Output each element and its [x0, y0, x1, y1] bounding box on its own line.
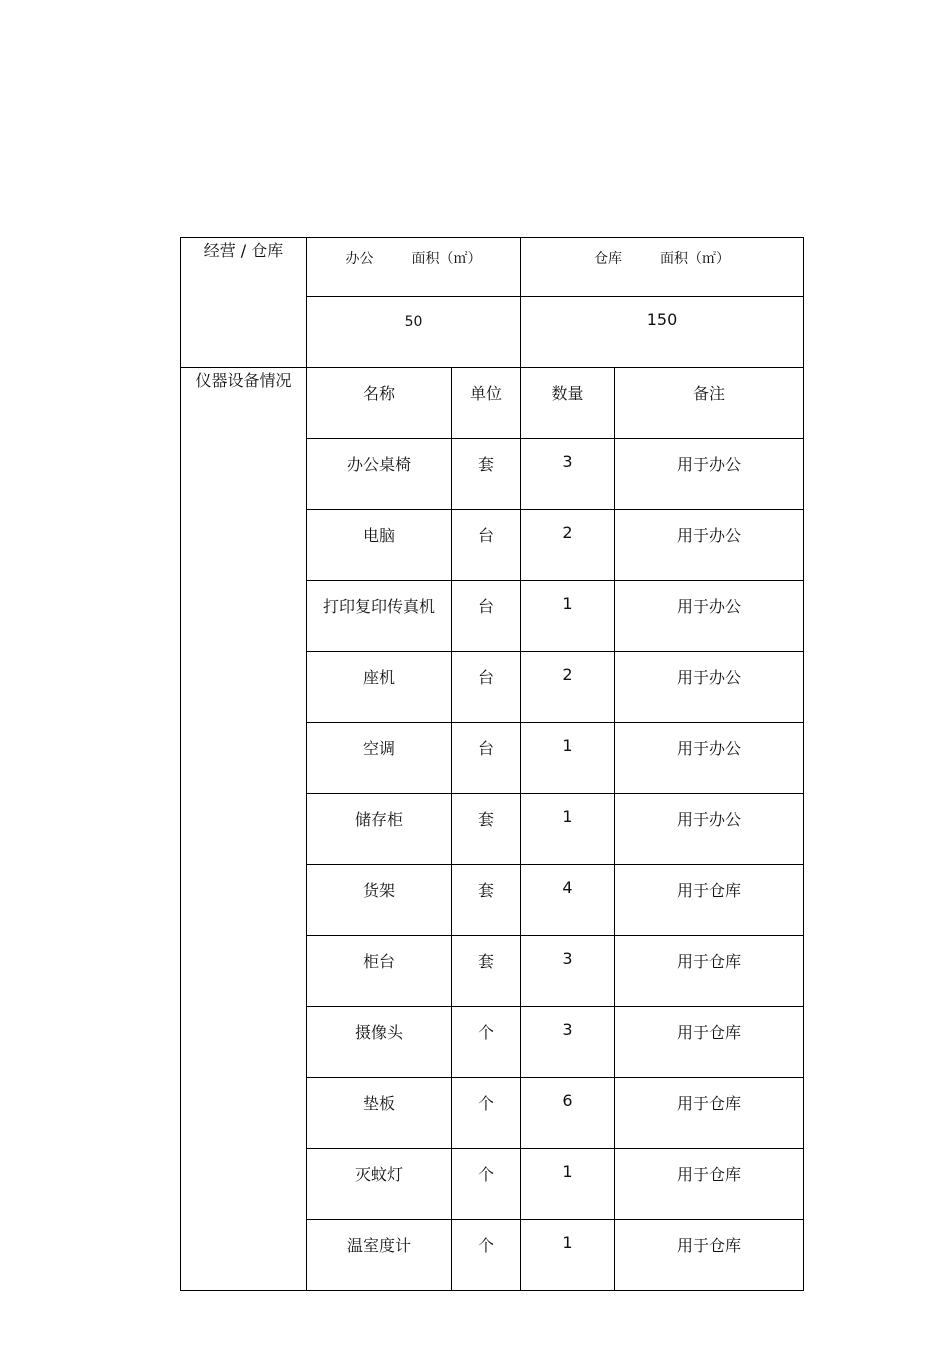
item-unit-cell: [452, 1007, 521, 1078]
item-unit: 台: [477, 597, 494, 616]
item-name: 垫板: [362, 1094, 395, 1113]
item-quantity: 1: [562, 736, 573, 755]
item-name: 灭蚊灯: [354, 1165, 403, 1184]
item-quantity-cell: [521, 510, 615, 581]
item-unit: 个: [477, 1236, 494, 1255]
item-quantity: 1: [562, 1233, 573, 1252]
item-note: 用于仓库: [676, 1165, 741, 1184]
item-quantity: 6: [562, 1091, 573, 1110]
item-name-cell: [307, 439, 452, 510]
office-area-value: 50: [404, 314, 423, 330]
item-name-cell: [307, 510, 452, 581]
item-name: 温室度计: [346, 1236, 411, 1255]
item-unit: 个: [477, 1023, 494, 1042]
item-unit: 套: [477, 881, 494, 900]
item-quantity: 3: [562, 949, 573, 968]
item-name: 座机: [362, 668, 395, 687]
item-quantity: 2: [562, 665, 573, 684]
item-name-cell: [307, 865, 452, 936]
item-unit-cell: [452, 439, 521, 510]
column-header-quantity: 数量: [521, 368, 615, 439]
office-area-header: [307, 238, 521, 297]
item-quantity: 3: [562, 1020, 573, 1039]
equipment-table: [180, 237, 804, 1291]
item-name: 电脑: [362, 526, 395, 545]
item-unit-cell: [452, 865, 521, 936]
item-quantity-cell: [521, 1220, 615, 1291]
item-name-cell: [307, 936, 452, 1007]
office-area-value-cell: [307, 297, 521, 368]
item-unit-cell: [452, 1078, 521, 1149]
item-note: 用于办公: [676, 526, 741, 545]
item-unit: 套: [477, 455, 494, 474]
item-note-cell: [615, 794, 804, 865]
item-unit: 套: [477, 810, 494, 829]
item-name-cell: [307, 1078, 452, 1149]
item-name-cell: [307, 1149, 452, 1220]
item-quantity-cell: [521, 794, 615, 865]
office-area-unit-label: 面积（㎡）: [411, 251, 482, 267]
item-unit-cell: [452, 723, 521, 794]
item-name: 办公桌椅: [346, 455, 411, 474]
warehouse-area-value: 150: [646, 310, 678, 329]
item-note-cell: [615, 581, 804, 652]
item-quantity-cell: [521, 1149, 615, 1220]
item-unit-cell: [452, 510, 521, 581]
item-note-cell: [615, 1220, 804, 1291]
item-quantity: 2: [562, 523, 573, 542]
item-quantity-cell: [521, 652, 615, 723]
item-name: 柜台: [362, 952, 395, 971]
item-note: 用于仓库: [676, 1236, 741, 1255]
item-quantity-cell: [521, 1078, 615, 1149]
item-quantity-cell: [521, 936, 615, 1007]
warehouse-area-header: [521, 238, 804, 297]
item-quantity: 1: [562, 594, 573, 613]
column-header-unit: 单位: [452, 368, 521, 439]
item-unit-cell: [452, 581, 521, 652]
item-quantity-cell: [521, 439, 615, 510]
item-quantity-cell: [521, 723, 615, 794]
item-name-cell: [307, 581, 452, 652]
warehouse-label: 仓库: [594, 251, 622, 267]
column-header-name: 名称: [307, 368, 452, 439]
item-note-cell: [615, 1007, 804, 1078]
item-note: 用于办公: [676, 668, 741, 687]
item-note-cell: [615, 1149, 804, 1220]
item-unit-cell: [452, 794, 521, 865]
item-note: 用于仓库: [676, 1094, 741, 1113]
item-name-cell: [307, 652, 452, 723]
item-note: 用于办公: [676, 455, 741, 474]
item-quantity: 1: [562, 807, 573, 826]
item-quantity-cell: [521, 1007, 615, 1078]
item-name: 储存柜: [354, 810, 403, 829]
item-quantity-cell: [521, 581, 615, 652]
item-quantity: 3: [562, 452, 573, 471]
warehouse-area-value-cell: [521, 297, 804, 368]
item-name-cell: [307, 794, 452, 865]
item-name-cell: [307, 723, 452, 794]
item-note: 用于办公: [676, 810, 741, 829]
item-note: 用于办公: [676, 597, 741, 616]
item-unit-cell: [452, 1220, 521, 1291]
item-unit: 台: [477, 526, 494, 545]
item-unit: 台: [477, 668, 494, 687]
item-note-cell: [615, 936, 804, 1007]
item-name: 打印复印传真机: [322, 597, 435, 616]
item-name-cell: [307, 1220, 452, 1291]
item-quantity: 4: [562, 878, 573, 897]
operations-warehouse-label: 经营 / 仓库: [181, 238, 307, 368]
item-quantity: 1: [562, 1162, 573, 1181]
item-name-cell: [307, 1007, 452, 1078]
item-unit: 个: [477, 1165, 494, 1184]
item-name: 空调: [362, 739, 395, 758]
item-unit-cell: [452, 1149, 521, 1220]
item-unit-cell: [452, 652, 521, 723]
item-note-cell: [615, 510, 804, 581]
warehouse-area-unit-label: 面积（㎡）: [660, 251, 730, 267]
column-header-note: 备注: [615, 368, 804, 439]
item-note-cell: [615, 652, 804, 723]
item-note: 用于办公: [676, 739, 741, 758]
item-name: 货架: [362, 881, 395, 900]
item-note-cell: [615, 439, 804, 510]
item-name: 摄像头: [354, 1023, 403, 1042]
item-note-cell: [615, 865, 804, 936]
item-unit: 台: [477, 739, 494, 758]
item-note-cell: [615, 1078, 804, 1149]
item-note: 用于仓库: [676, 1023, 741, 1042]
item-note-cell: [615, 723, 804, 794]
office-label: 办公: [345, 251, 374, 267]
item-note: 用于仓库: [676, 881, 741, 900]
item-unit: 套: [477, 952, 494, 971]
equipment-section-label: 仪器设备情况: [181, 368, 307, 1291]
item-unit: 个: [477, 1094, 494, 1113]
item-note: 用于仓库: [676, 952, 741, 971]
item-unit-cell: [452, 936, 521, 1007]
item-quantity-cell: [521, 865, 615, 936]
